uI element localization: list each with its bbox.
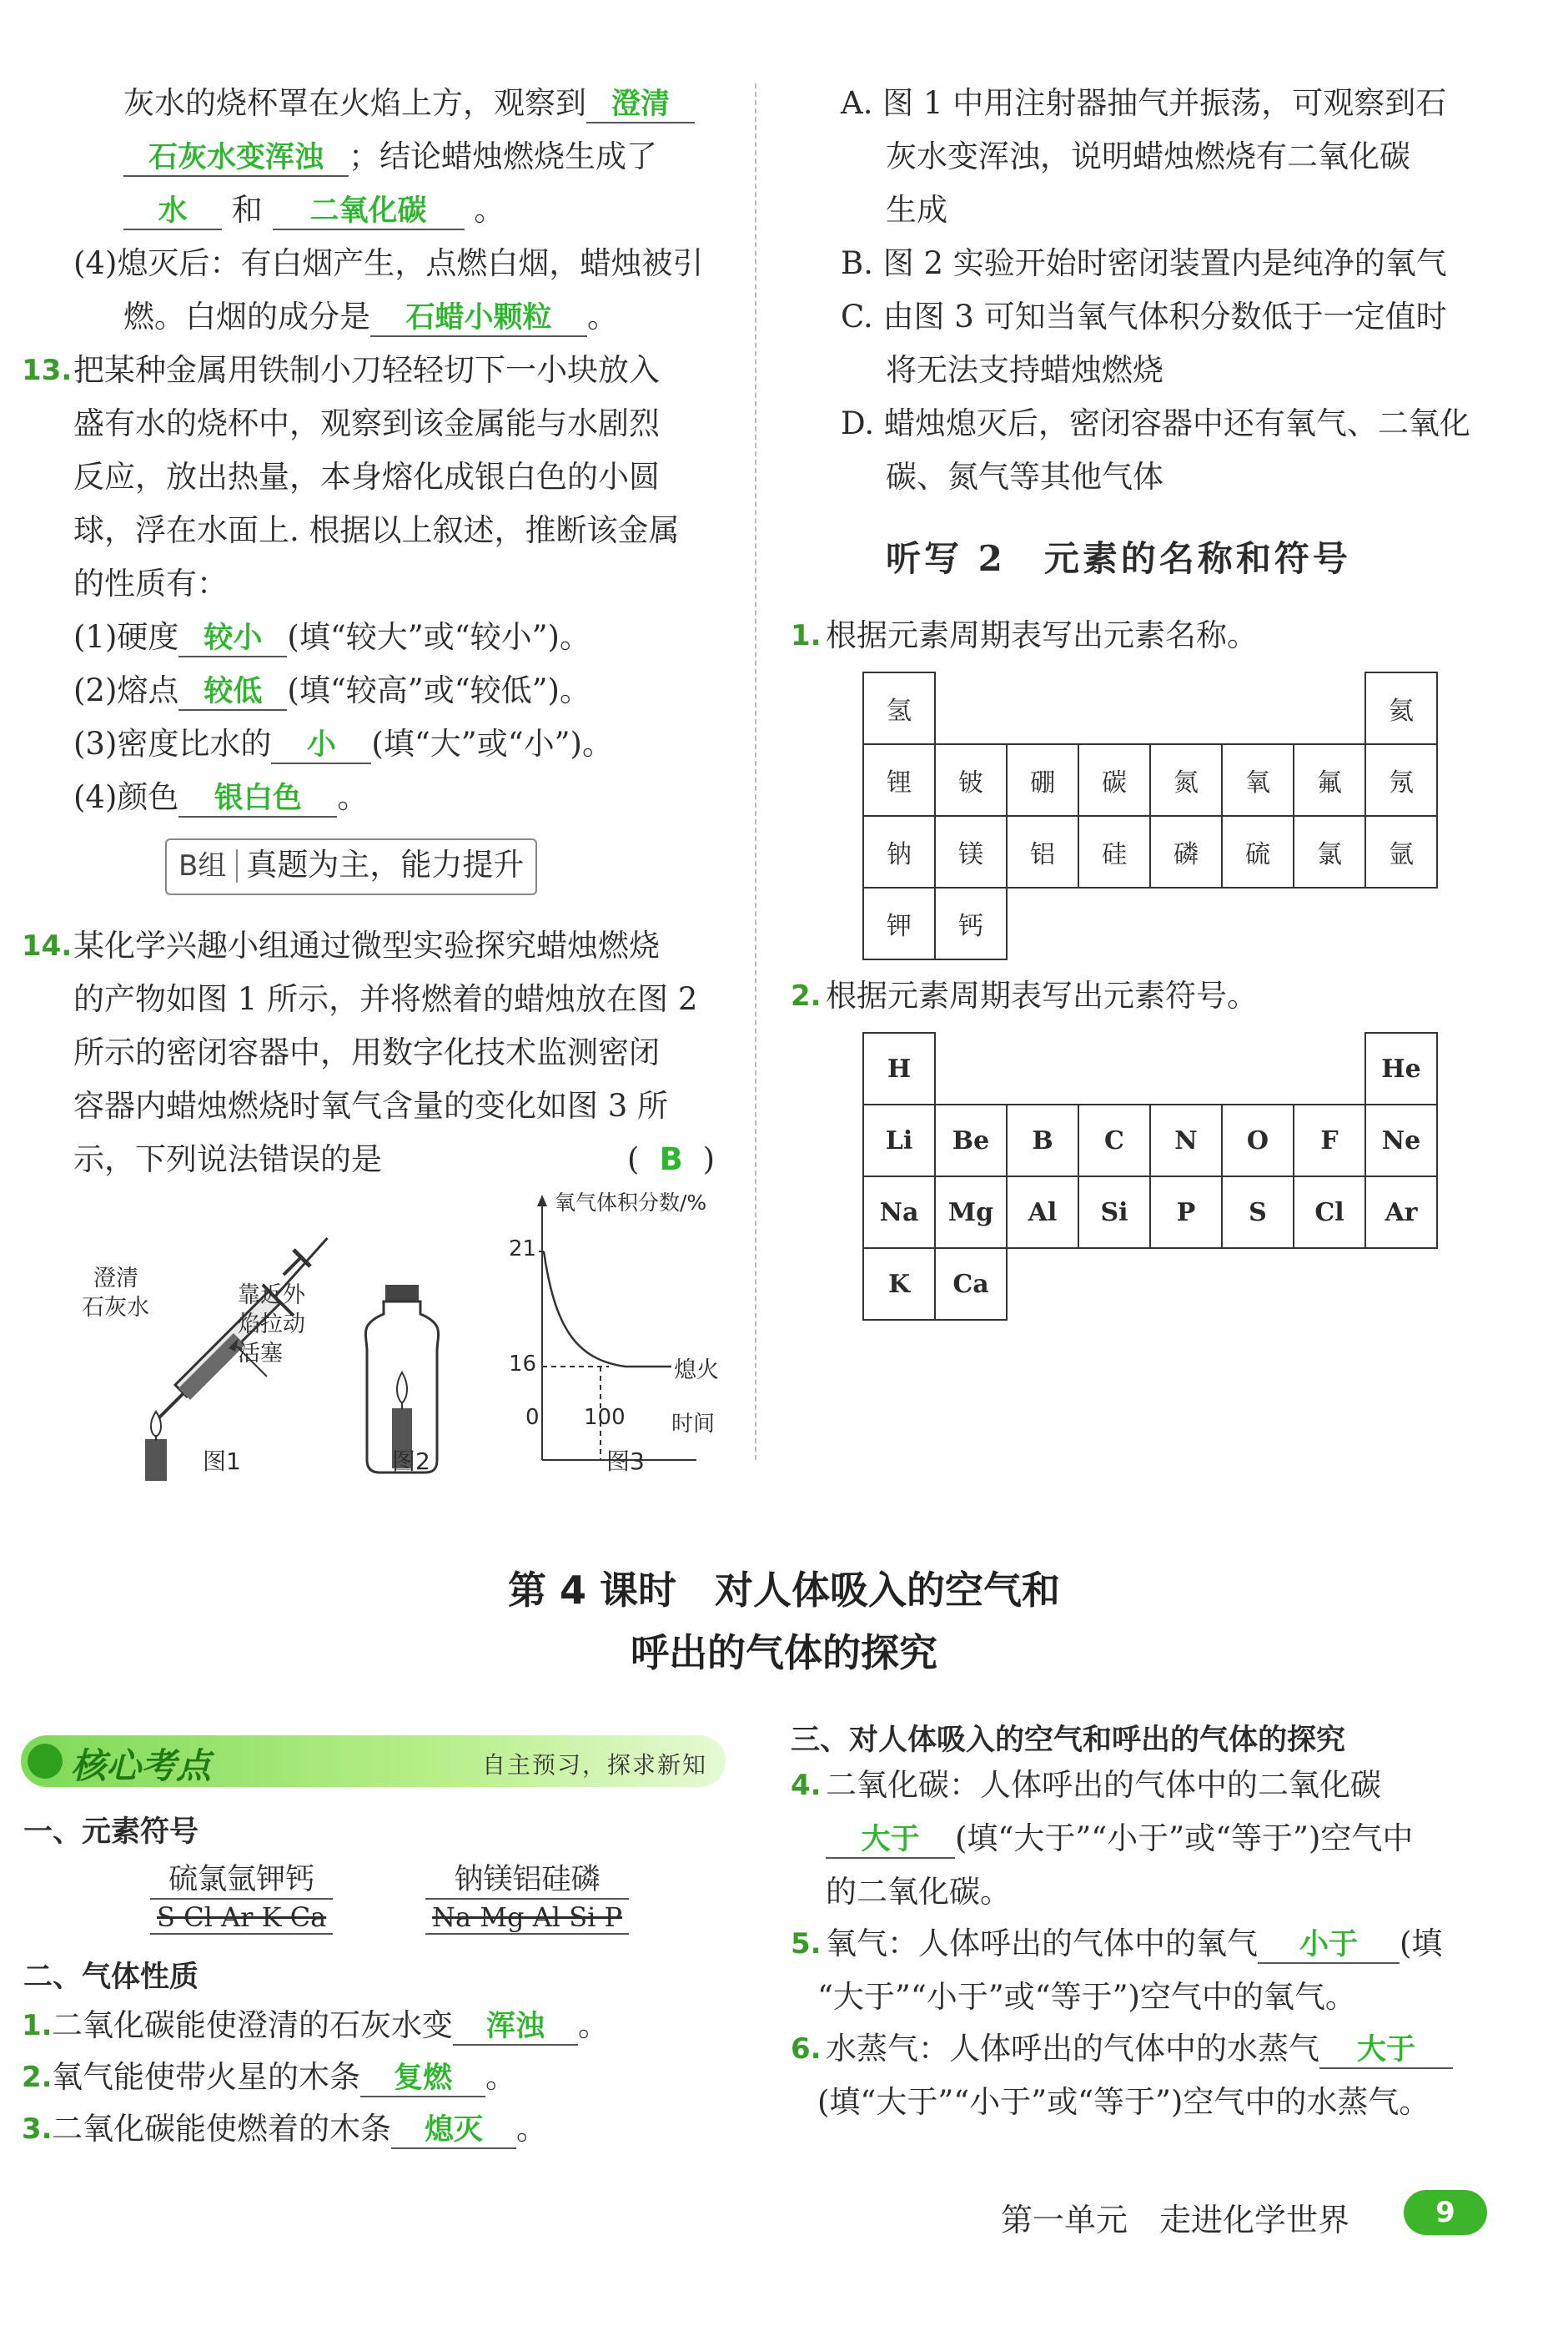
q13-text: (3)密度比水的: [73, 726, 272, 762]
paren: (: [627, 1141, 640, 1177]
section-element-symbols: 一、元素符号: [23, 1815, 199, 1849]
q12-line4: (4)熄灭后：有白烟产生，点燃白烟，蜡烛被引: [73, 245, 704, 281]
item-number: 1.: [22, 2009, 53, 2042]
element-cell: 氢: [863, 672, 935, 744]
symbol-cell: H: [863, 1033, 935, 1105]
element-cell: 氖: [1365, 744, 1437, 816]
symbol-group-2: [425, 1856, 629, 1935]
q13-part2: [73, 671, 591, 711]
q12-text: 。: [587, 299, 618, 335]
answer-blank: 银白色: [178, 781, 337, 818]
option-b: B. 图 2 实验开始时密闭装置内是纯净的氧气: [841, 245, 1447, 281]
q13-part1: [73, 617, 591, 657]
element-cell: 硼: [1007, 744, 1078, 816]
item-text: 。: [485, 2059, 516, 2095]
lime-water-label: 澄清: [93, 1266, 138, 1291]
symbol-cell: Ne: [1365, 1105, 1437, 1176]
q13-number: 13.: [22, 354, 73, 387]
option-d: D. 蜡烛熄灭后，密闭容器中还有氧气、二氧化: [841, 405, 1470, 441]
group-b-label: [165, 838, 537, 895]
q13-line: 球，浮在水面上. 根据以上叙述，推断该金属: [73, 512, 680, 548]
symbol-cell: C: [1078, 1105, 1150, 1176]
option-c: C. 由图 3 可知当氧气体积分数低于一定值时: [841, 299, 1447, 335]
q13-text: (填“较高”或“较低”)。: [287, 672, 591, 708]
item-text: 氧气能使带火星的木条: [52, 2059, 360, 2095]
item-text: 二氧化碳：人体呼出的气体中的二氧化碳: [826, 1767, 1381, 1803]
answer-blank: 石灰水变浑浊: [123, 140, 349, 177]
y-tick-21: 21: [509, 1236, 537, 1261]
answer-blank: 大于: [826, 1822, 955, 1859]
answer-blank: 复燃: [360, 2061, 485, 2097]
option-a: A. 图 1 中用注射器抽气并振荡，可观察到石: [841, 85, 1447, 121]
q14-line: 某化学兴趣小组通过微型实验探究蜡烛燃烧: [73, 928, 660, 964]
element-cell: 铍: [935, 744, 1007, 816]
item-text: 的二氧化碳。: [826, 1874, 1011, 1910]
q13-text: (4)颜色: [73, 779, 179, 815]
q13-line: 反应，放出热量，本身熔化成银白色的小圆: [73, 459, 660, 495]
banner-title: 核心考点: [71, 1745, 212, 1786]
symbol-group-names: 钠镁铝硅磷: [425, 1856, 629, 1900]
symbol-cell: Mg: [935, 1176, 1007, 1248]
q13-part3: [73, 724, 613, 764]
task2-number: 2.: [791, 979, 822, 1013]
symbol-cell: He: [1365, 1033, 1437, 1105]
symbol-cell: Si: [1078, 1176, 1150, 1248]
q14-line: 示，下列说法错误的是: [73, 1141, 382, 1177]
x-tick-0: 0: [525, 1405, 540, 1430]
group-b-tag: B组: [178, 849, 238, 883]
footer-unit-title: 第一单元 走进化学世界: [1001, 2202, 1350, 2238]
gas-item-1: [52, 2006, 609, 2046]
item-number: 3.: [22, 2112, 53, 2146]
symbol-cell: S: [1222, 1176, 1294, 1248]
element-cell: 氯: [1294, 816, 1365, 888]
lesson-title-line1: 第 4 课时 对人体吸入的空气和: [507, 1568, 1061, 1613]
column-divider: [755, 83, 756, 1460]
fig1-caption: 图1: [203, 1447, 241, 1475]
element-cell: 氮: [1150, 744, 1222, 816]
option-c: 将无法支持蜡烛燃烧: [886, 352, 1163, 388]
group-b-text: 真题为主，能力提升: [246, 847, 525, 883]
task1-number: 1.: [791, 619, 822, 652]
q12-text: 燃。白烟的成分是: [123, 299, 370, 335]
explore-item-5: [826, 1924, 1442, 1964]
symbol-cell: Na: [863, 1176, 935, 1248]
symbol-group-1: [150, 1856, 333, 1935]
answer-blank: 熄灭: [391, 2112, 516, 2149]
symbol-cell: F: [1294, 1105, 1365, 1176]
answer-blank: 石蜡小颗粒: [370, 300, 587, 337]
symbol-cell: Al: [1007, 1176, 1078, 1248]
element-cell: 磷: [1150, 816, 1222, 888]
element-names-table: [862, 672, 1438, 960]
lesson-title-line2: 呼出的气体的探究: [631, 1630, 937, 1675]
item-number: 6.: [791, 2032, 822, 2066]
symbol-cell: O: [1222, 1105, 1294, 1176]
experiment-figures: [75, 1185, 742, 1485]
q13-text: 。: [337, 779, 369, 815]
lime-water-label: 石灰水: [82, 1295, 149, 1321]
y-axis-label: 氧气体积分数/%: [555, 1191, 707, 1215]
gas-item-2: [52, 2057, 516, 2097]
symbol-group-symbols: Na Mg Al Si P: [425, 1900, 629, 1935]
q13-line: 的性质有：: [73, 566, 228, 602]
symbol-cell: Cl: [1294, 1176, 1365, 1248]
item-text: “大于”“小于”或“等于”)空气中的氧气。: [817, 1979, 1356, 2015]
symbol-cell: P: [1150, 1176, 1222, 1248]
q12-line5: [123, 297, 618, 337]
pull-piston-label: 焰拉动: [238, 1311, 305, 1337]
task2-text: 根据元素周期表写出元素符号。: [826, 978, 1258, 1014]
pull-piston-label: 靠近外: [238, 1282, 305, 1308]
q12-line1: [123, 83, 695, 123]
symbol-group-symbols: S Cl Ar K Ca: [150, 1900, 333, 1935]
item-text: 水蒸气：人体呼出的气体中的水蒸气: [826, 2031, 1319, 2067]
answer-blank: 二氧化碳: [273, 194, 465, 230]
answer-blank: 大于: [1319, 2032, 1453, 2069]
q14-line: 的产物如图 1 所示，并将燃着的蜡烛放在图 2: [73, 981, 698, 1017]
banner-subtitle: 自主预习，探求新知: [481, 1751, 707, 1779]
option-d: 碳、氮气等其他气体: [886, 459, 1163, 495]
q12-text: 和: [231, 192, 263, 228]
element-cell: 氧: [1222, 744, 1294, 816]
option-a: 灰水变浑浊，说明蜡烛燃烧有二氧化碳: [886, 138, 1410, 174]
q13-text: (填“大”或“小”)。: [371, 726, 613, 762]
element-cell: 硫: [1222, 816, 1294, 888]
element-cell: 锂: [863, 744, 935, 816]
explore-item-4: [826, 1819, 1413, 1859]
q12-line2: [123, 137, 657, 177]
item-text: 。: [516, 2111, 547, 2147]
gas-item-3: [52, 2109, 547, 2149]
answer-blank: 澄清: [586, 87, 695, 123]
option-a: 生成: [886, 192, 947, 228]
answer-blank: 较小: [178, 621, 287, 657]
core-points-banner: [21, 1735, 726, 1787]
x-tick-100: 100: [584, 1405, 626, 1430]
item-text: 二氧化碳能使澄清的石灰水变: [52, 2007, 453, 2043]
element-cell: 氦: [1365, 672, 1437, 744]
dictation-title: 听写 2 元素的名称和符号: [886, 538, 1351, 579]
q12-text: 。: [474, 192, 505, 228]
item-text: (填: [1400, 1926, 1443, 1961]
x-axis-label: 时间: [671, 1412, 716, 1437]
q13-text: (2)熔点: [73, 672, 179, 708]
q12-text: 灰水的烧杯罩在火焰上方，观察到: [123, 85, 586, 121]
symbol-cell: Ca: [935, 1248, 1007, 1320]
item-number: 5.: [791, 1927, 822, 1961]
pull-piston-label: 活塞: [238, 1341, 283, 1367]
element-cell: 氟: [1294, 744, 1365, 816]
explore-item-6: [826, 2029, 1453, 2069]
symbol-cell: N: [1150, 1105, 1222, 1176]
section-gas-properties: 二、气体性质: [23, 1961, 199, 1994]
q14-number: 14.: [22, 929, 73, 963]
answer-blank: 浑浊: [453, 2009, 578, 2046]
fig2-caption: 图2: [392, 1447, 430, 1475]
answer-blank: 小: [271, 727, 371, 764]
candle-fig1: [145, 1412, 167, 1481]
task1-text: 根据元素周期表写出元素名称。: [826, 617, 1258, 653]
symbol-cell: Ar: [1365, 1176, 1437, 1248]
element-cell: 硅: [1078, 816, 1150, 888]
extinguish-label: 熄火: [674, 1357, 719, 1383]
item-text: (填“大于”“小于”或“等于”)空气中: [955, 1820, 1414, 1856]
item-number: 4.: [791, 1769, 822, 1802]
q13-text: (1)硬度: [73, 619, 179, 655]
symbol-cell: Li: [863, 1105, 935, 1176]
element-symbols-table: [862, 1032, 1438, 1321]
q13-part4: [73, 778, 368, 818]
element-cell: 铝: [1007, 816, 1078, 888]
element-cell: 碳: [1078, 744, 1150, 816]
page-number: 9: [1404, 2190, 1487, 2235]
element-cell: 钾: [863, 888, 935, 959]
symbol-group-names: 硫氯氩钾钙: [150, 1856, 333, 1900]
paren: ): [702, 1141, 716, 1177]
item-text: 氧气：人体呼出的气体中的氧气: [826, 1926, 1258, 1961]
q12-text: ；结论蜡烛燃烧生成了: [349, 138, 657, 174]
q12-line3: [123, 190, 505, 230]
answer-blank: 水: [123, 194, 222, 230]
symbol-cell: K: [863, 1248, 935, 1320]
element-cell: 镁: [935, 816, 1007, 888]
element-cell: 氩: [1365, 816, 1437, 888]
item-number: 2.: [22, 2061, 53, 2094]
section-breath-exploration: 三、对人体吸入的空气和呼出的气体的探究: [791, 1724, 1346, 1757]
answer-choice: B: [659, 1141, 683, 1177]
q13-line: 盛有水的烧杯中，观察到该金属能与水剧烈: [73, 405, 660, 441]
y-tick-16: 16: [509, 1352, 537, 1377]
answer-blank: 小于: [1258, 1927, 1400, 1964]
q14-line: 容器内蜡烛燃烧时氧气含量的变化如图 3 所: [73, 1088, 669, 1124]
q14-line: 所示的密闭容器中，用数字化技术监测密闭: [73, 1035, 660, 1070]
q13-line: 把某种金属用铁制小刀轻轻切下一小块放入: [73, 352, 660, 388]
item-text: 二氧化碳能使燃着的木条: [52, 2111, 391, 2147]
q14-answer: [627, 1140, 715, 1180]
heart-icon: [28, 1744, 63, 1779]
item-text: (填“大于”“小于”或“等于”)空气中的水蒸气。: [817, 2084, 1430, 2120]
answer-blank: 较低: [178, 674, 287, 711]
element-cell: 钠: [863, 816, 935, 888]
q13-text: (填“较大”或“较小”)。: [287, 619, 591, 655]
fig3-caption: 图3: [606, 1447, 645, 1475]
symbol-cell: Be: [935, 1105, 1007, 1176]
item-text: 。: [578, 2007, 609, 2043]
symbol-cell: B: [1007, 1105, 1078, 1176]
element-cell: 钙: [935, 888, 1007, 959]
